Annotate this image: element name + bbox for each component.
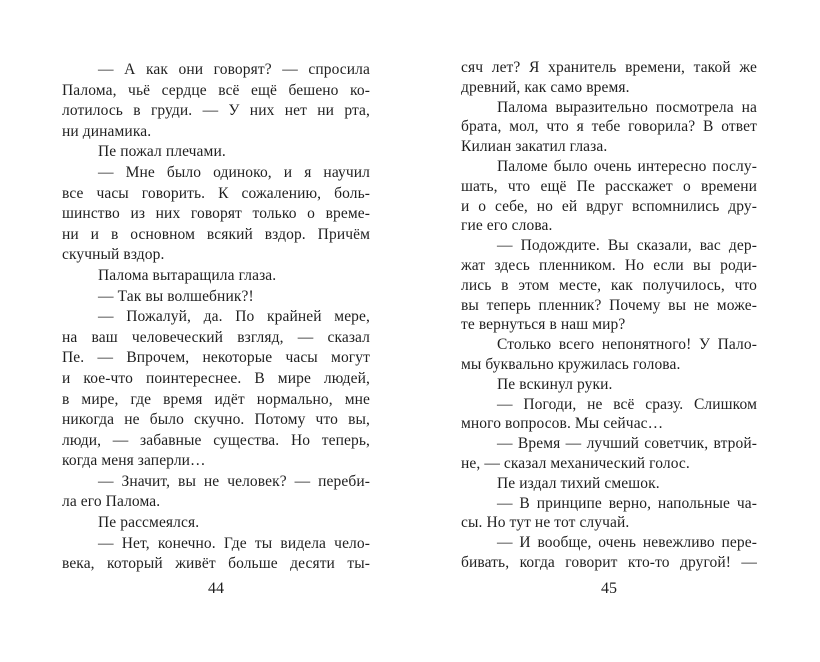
text-line: сы. Но тут не тот случай.	[461, 514, 630, 532]
text-line: и кое-что поинтереснее. В мире людей,	[62, 369, 370, 387]
page-45-text	[461, 58, 757, 573]
text-line: не, — сказал механический голос.	[461, 454, 690, 472]
text-line: — Значит, вы не человек? — переби-	[98, 472, 370, 490]
text-line: — И вообще, очень невежливо пере-	[497, 534, 757, 552]
page-number-right: 45	[601, 580, 617, 597]
page-44-text	[62, 60, 370, 575]
text-line: скучный вздор.	[62, 246, 165, 264]
text-line: все часы говорить. К сожалению, боль-	[62, 184, 370, 202]
text-line: лотилось в груди. — У них нет ни рта,	[62, 102, 370, 120]
text-line: много вопросов. Мы сейчас…	[461, 415, 664, 433]
text-line: — Время — лучший советчик, втрой-	[497, 435, 757, 453]
text-line: ла его Палома.	[62, 493, 161, 511]
text-line: люди, — забавные существа. Но теперь,	[62, 431, 370, 449]
text-line: — Так вы волшебник?!	[98, 287, 254, 305]
text-line: в мире, где время идёт нормально, мне	[62, 390, 370, 408]
text-line: лись в этом месте, как получилось, что	[461, 276, 757, 294]
text-line: — А как они говорят? — спросила	[98, 61, 370, 78]
text-line: шинство из них говорят только о време-	[62, 205, 370, 223]
text-line: — Мне было одиноко, и я научил	[98, 163, 370, 181]
text-line: Пе вскинул руки.	[497, 375, 613, 393]
text-line: Пе пожал плечами.	[98, 143, 226, 161]
text-line: те вернуться в наш мир?	[461, 316, 626, 334]
text-line: ни динамика.	[62, 122, 152, 140]
text-line: брата, мол, что я тебе говорила? В ответ	[461, 118, 757, 136]
text-line: Пе. — Впрочем, некоторые часы могут	[62, 349, 370, 367]
text-line: жат здесь пленником. Но если вы роди-	[461, 256, 757, 274]
text-line: и о себе, но ей вдруг вспомнились дру-	[461, 197, 757, 215]
text-line: древний, как само время.	[461, 78, 630, 96]
text-line: сяч лет? Я хранитель времени, такой же	[461, 59, 757, 76]
text-line: Пе издал тихий смешок.	[497, 474, 660, 492]
text-line: Пе рассмеялся.	[98, 514, 200, 532]
text-line: бивать, когда говорит кто-то другой! —	[461, 553, 757, 571]
text-line: — Погоди, не всё сразу. Слишком	[497, 395, 757, 413]
text-line: Палома выразительно посмотрела на	[497, 98, 757, 116]
text-line: Столько всего непонятного! У Пало-	[497, 336, 757, 354]
page-number-left: 44	[208, 580, 224, 597]
text-line: Килиан закатил глаза.	[461, 138, 608, 156]
text-line: вы теперь пленник? Почему вы не може-	[461, 296, 757, 314]
text-line: — Нет, конечно. Где ты видела чело-	[98, 534, 370, 552]
text-line: — В принципе верно, напольные ча-	[497, 494, 757, 512]
text-line: мы буквально кружилась голова.	[461, 355, 681, 373]
text-line: Паломе было очень интересно послу-	[497, 157, 757, 175]
text-line: гие его слова.	[461, 217, 553, 235]
text-line: Палома, чьё сердце всё ещё бешено ко-	[62, 81, 370, 99]
text-line: на ваш человеческий взгляд, — сказал	[62, 328, 370, 346]
text-line: Палома вытаращила глаза.	[98, 266, 277, 284]
text-line: — Пожалуй, да. По крайней мере,	[98, 308, 370, 326]
text-line: века, который живёт больше десяти ты-	[62, 555, 370, 573]
text-line: — Подождите. Вы сказали, вас дер-	[497, 237, 757, 255]
text-line: шать, что ещё Пе расскажет о времени	[461, 177, 757, 195]
text-line: ни и в основном всякий вздор. Причём	[62, 225, 370, 243]
text-line: никогда не было скучно. Потому что вы,	[62, 411, 370, 429]
text-line: когда меня заперли…	[62, 452, 206, 470]
